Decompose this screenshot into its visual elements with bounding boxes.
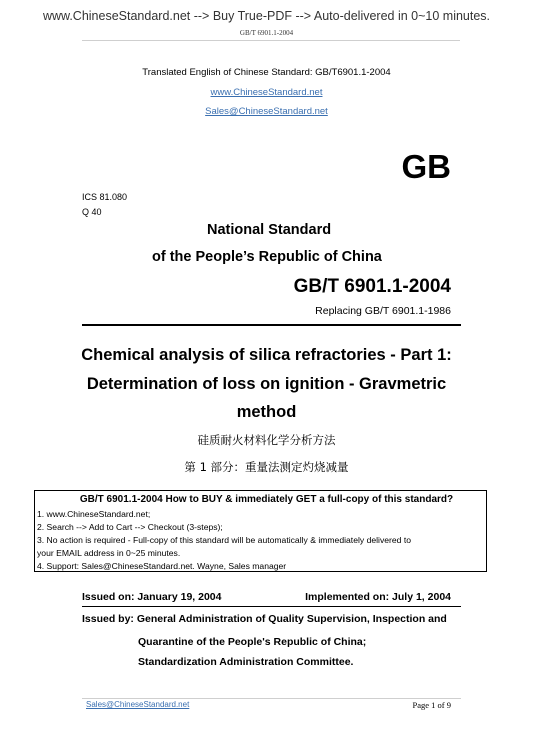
issued-by-line-3: Standardization Administration Committee. xyxy=(138,656,354,668)
email-link-row xyxy=(0,101,533,119)
buy-step-4: 4. Support: Sales@ChineseStandard.net. Wayne, Sales manager xyxy=(37,561,287,571)
title-line-1: Chemical analysis of silica refractories - Part 1: xyxy=(81,346,452,364)
prc-heading: of the People’s Republic of China xyxy=(152,249,382,265)
top-banner: www.ChineseStandard.net --> Buy True-PDF --> Auto-delivered in 0~10 minutes. xyxy=(42,9,491,23)
implemented-on: Implemented on: July 1, 2004 xyxy=(305,591,451,603)
header-divider xyxy=(82,40,460,41)
issued-by-line-2: Quarantine of the People's Republic of China; xyxy=(138,636,367,648)
buy-step-1: 1. www.ChineseStandard.net; xyxy=(37,509,151,519)
gb-mark: GB xyxy=(401,148,451,185)
title-rule xyxy=(82,324,461,326)
class-code: Q 40 xyxy=(82,207,102,217)
email-link[interactable]: Sales@ChineseStandard.net xyxy=(205,106,328,117)
header-code: GB/T 6901.1-2004 xyxy=(239,29,294,37)
title-line-3: method xyxy=(236,403,297,421)
buy-box-heading: GB/T 6901.1-2004 How to BUY & immediately GET a full-copy of this standard? xyxy=(79,494,454,505)
title-line-2: Determination of loss on ignition - Gravmetric xyxy=(86,375,447,393)
site-link-row xyxy=(0,82,533,100)
ics-code: ICS 81.080 xyxy=(82,192,128,202)
buy-step-3-cont: your EMAIL address in 0~25 minutes. xyxy=(37,548,181,558)
footer-divider xyxy=(82,698,461,699)
chinese-title-2: 第 1 部分：重量法测定灼烧减量 xyxy=(184,460,349,474)
national-standard-heading: National Standard xyxy=(207,222,332,238)
chinese-title-1: 硅质耐火材料化学分析方法 xyxy=(197,433,336,447)
issued-by-line-1: Issued by: General Administration of Quality Supervision, Inspection and xyxy=(82,613,447,625)
footer-email-link[interactable]: Sales@ChineseStandard.net xyxy=(86,700,190,709)
standard-number: GB/T 6901.1-2004 xyxy=(293,276,451,297)
translated-title: Translated English of Chinese Standard: GB/T6901.1-2004 xyxy=(142,67,391,78)
issue-rule xyxy=(82,606,461,607)
site-link[interactable]: www.ChineseStandard.net xyxy=(210,87,323,98)
page-number: Page 1 of 9 xyxy=(412,700,451,710)
buy-step-3: 3. No action is required - Full-copy of this standard will be automatically & immediately delivered to xyxy=(37,535,411,545)
buy-step-2: 2. Search --> Add to Cart --> Checkout (3-steps); xyxy=(37,522,223,532)
replacing-note: Replacing GB/T 6901.1-1986 xyxy=(315,305,451,317)
issued-on: Issued on: January 19, 2004 xyxy=(82,591,222,603)
